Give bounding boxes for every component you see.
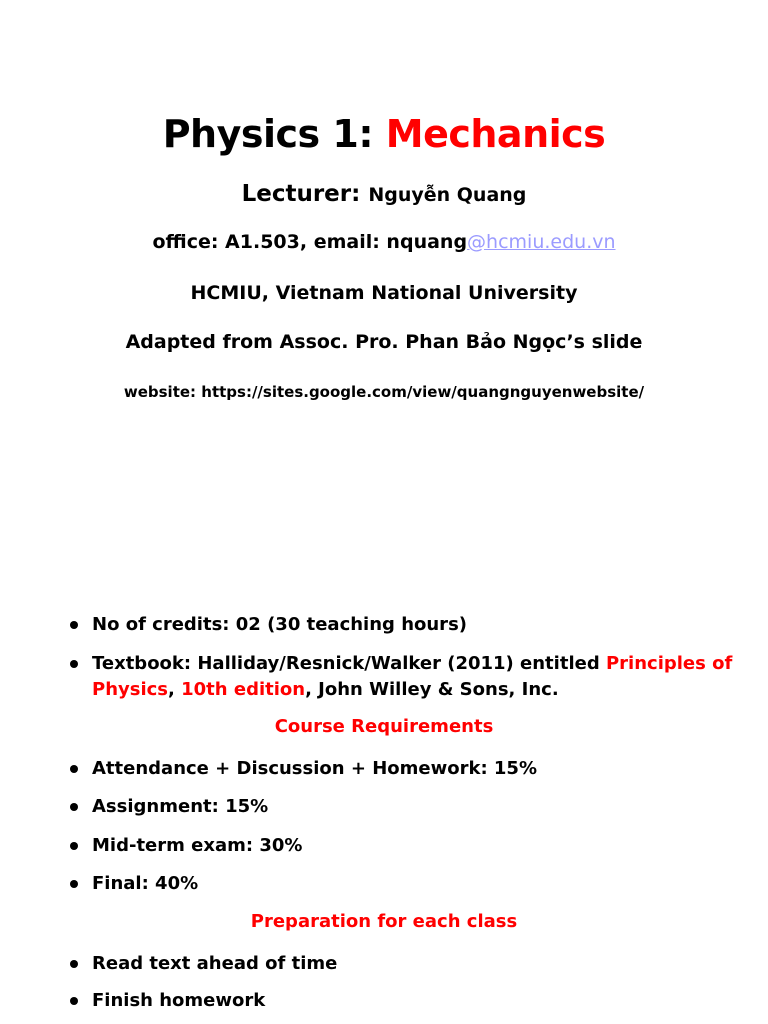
- list-item: [70, 988, 760, 1014]
- textbook-prefix: Textbook: Halliday/Resnick/Walker (2011) entitled: [92, 653, 606, 674]
- requirement-text: Mid-term exam: 30%: [92, 835, 303, 856]
- bullet-icon: [70, 880, 78, 888]
- list-item: [70, 794, 760, 820]
- textbook-sep: ,: [168, 679, 182, 700]
- slide-title: [0, 112, 768, 156]
- list-item: [70, 871, 760, 897]
- preparation-heading: Preparation for each class: [250, 911, 518, 932]
- title-accent: Mechanics: [385, 112, 606, 156]
- adapted-line: Adapted from Assoc. Pro. Phan Bảo Ngọc’s slide: [125, 331, 643, 353]
- lecturer-label: Lecturer:: [241, 181, 369, 207]
- requirements-heading: Course Requirements: [274, 716, 494, 737]
- office-text: office: A1.503, email: nquang: [152, 231, 468, 253]
- email-link[interactable]: @hcmiu.edu.vn: [467, 231, 616, 253]
- bullet-icon: [70, 997, 78, 1005]
- title-main: Physics 1:: [162, 112, 386, 156]
- requirement-text: Assignment: 15%: [92, 796, 269, 817]
- list-item-textbook: [70, 651, 760, 703]
- bullet-icon: [70, 960, 78, 968]
- requirement-text: Attendance + Discussion + Homework: 15%: [92, 758, 537, 779]
- textbook-suffix: , John Willey & Sons, Inc.: [305, 679, 559, 700]
- list-item: [70, 951, 760, 977]
- website-line: website: https://sites.google.com/view/quangnguyenwebsite/: [123, 383, 645, 401]
- list-item-credits: [70, 612, 760, 638]
- university-line: HCMIU, Vietnam National University: [190, 282, 578, 304]
- bullet-icon: [70, 803, 78, 811]
- requirement-text: Final: 40%: [92, 873, 199, 894]
- bullet-icon: [70, 660, 78, 668]
- preparation-text: Read text ahead of time: [92, 953, 338, 974]
- bullet-icon: [70, 842, 78, 850]
- preparation-text: Finish homework: [92, 990, 266, 1011]
- list-item: [70, 833, 760, 859]
- textbook-title: Principles of Physics: [92, 653, 733, 700]
- lecturer-name: Nguyễn Quang: [368, 184, 527, 206]
- office-line: [0, 231, 768, 253]
- lecturer-line: [0, 181, 768, 207]
- credits-text: No of credits: 02 (30 teaching hours): [92, 614, 468, 635]
- bullet-icon: [70, 621, 78, 629]
- bullet-icon: [70, 765, 78, 773]
- textbook-edition: 10th edition: [181, 679, 306, 700]
- list-item: [70, 756, 760, 782]
- textbook-text: [70, 651, 760, 703]
